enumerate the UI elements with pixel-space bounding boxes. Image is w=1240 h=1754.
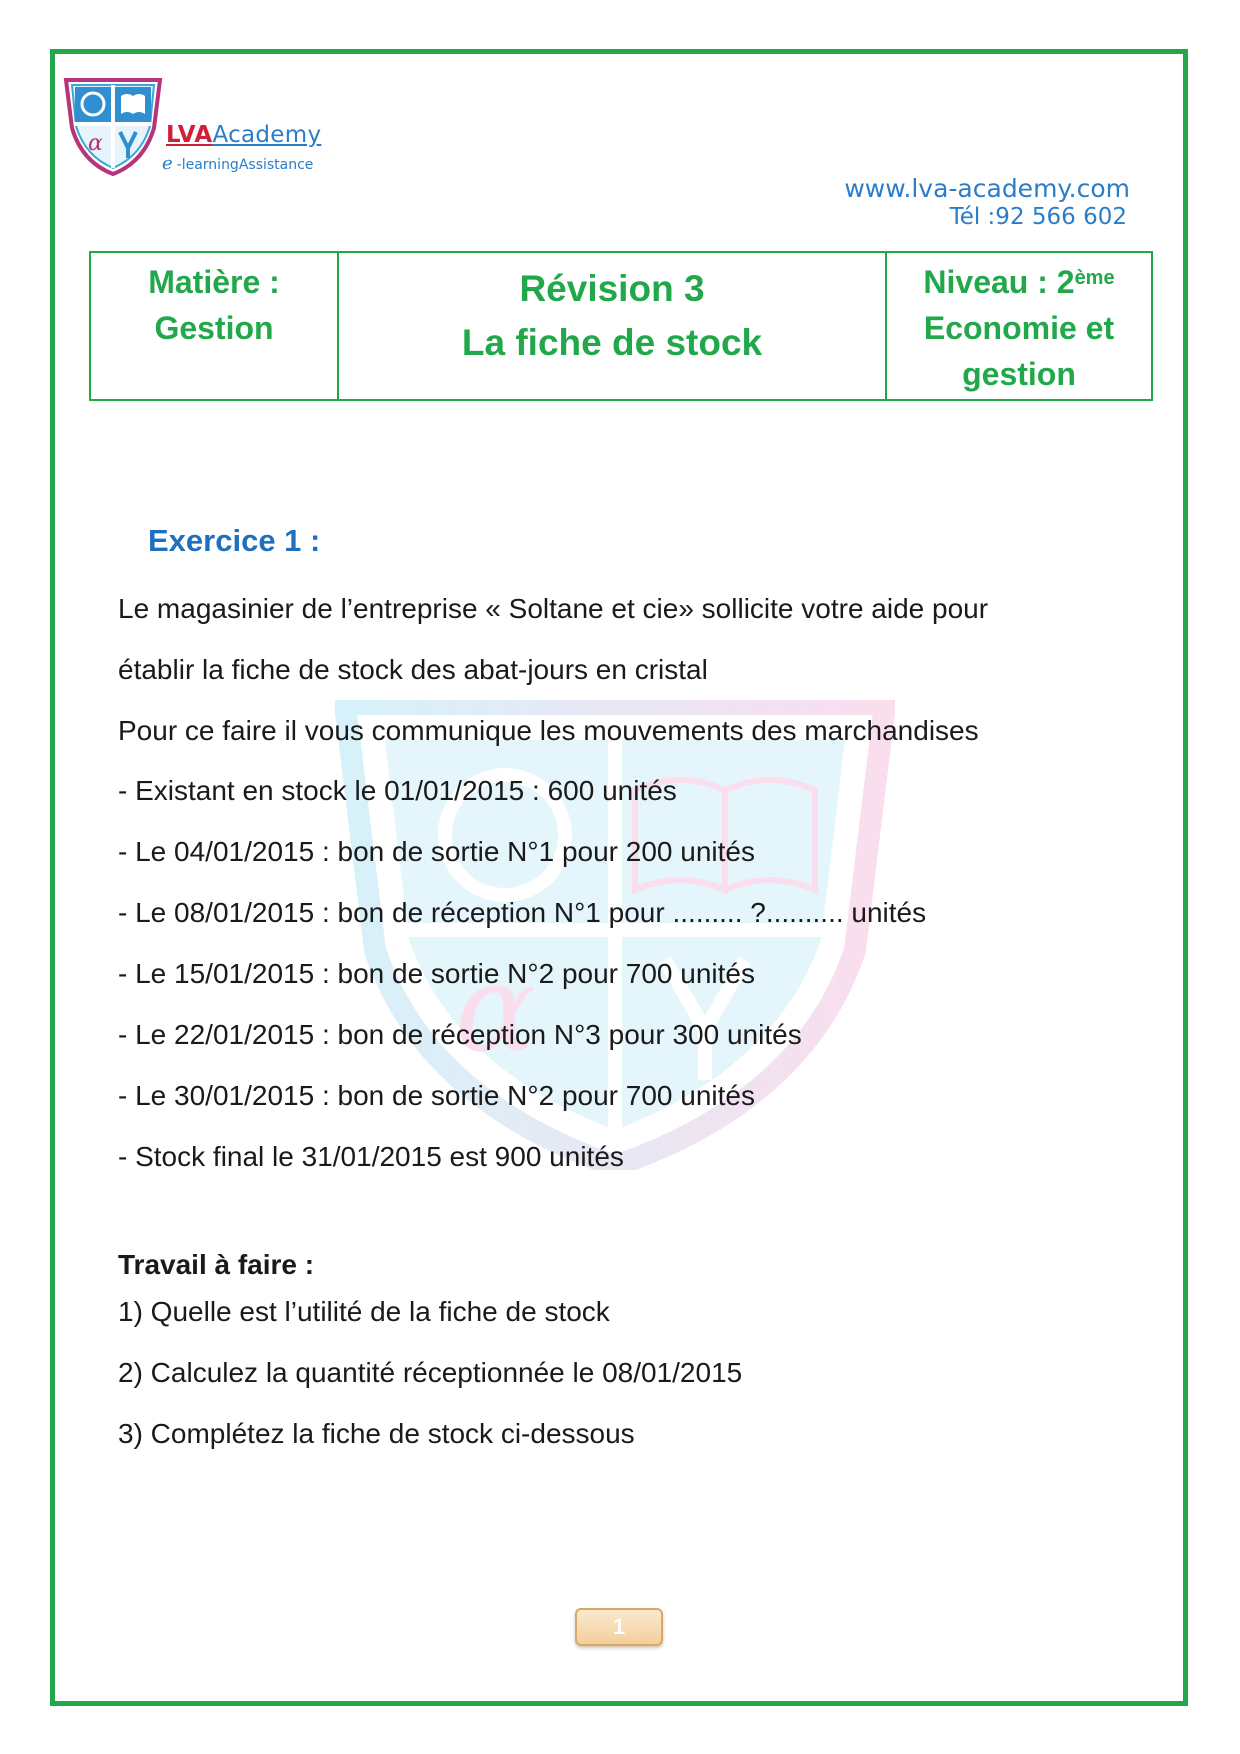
exercise-title: Exercice 1 :	[148, 523, 321, 558]
brand-prefix: LVA	[166, 122, 213, 148]
brand-suffix: Academy	[212, 122, 322, 148]
tagline	[162, 153, 313, 174]
brand-name	[166, 122, 321, 148]
work-item: 2) Calculez la quantité réceptionnée le 08/01/2015	[118, 1357, 743, 1388]
work-item: 1) Quelle est l’utilité de la fiche de stock	[118, 1296, 610, 1327]
level-label: Niveau : 2	[923, 264, 1075, 300]
exercise-line: Le magasinier de l’entreprise « Soltane et cie» sollicite votre aide pour	[118, 593, 989, 624]
exercise-line: - Stock final le 31/01/2015 est 900 unités	[118, 1141, 624, 1172]
work-title: Travail à faire :	[118, 1249, 315, 1280]
page-number: 1	[575, 1608, 663, 1646]
exercise-line: - Le 15/01/2015 : bon de sortie N°2 pour 700 unités	[118, 958, 755, 989]
lva-shield-logo-icon	[58, 76, 168, 176]
website-link[interactable]: www.lva-academy.com	[844, 174, 1130, 203]
info-table	[89, 251, 1153, 401]
title-cell	[339, 253, 887, 399]
subject-cell	[91, 253, 339, 399]
exercise-line: - Le 22/01/2015 : bon de réception N°3 pour 300 unités	[118, 1019, 802, 1050]
exercise-line: Pour ce faire il vous communique les mouvements des marchandises	[118, 715, 979, 746]
subject-value: Gestion	[154, 310, 274, 346]
svg-text:α: α	[455, 940, 537, 1079]
exercise-line: établir la fiche de stock des abat-jours en cristal	[118, 654, 708, 685]
exercise-line: - Le 08/01/2015 : bon de réception N°1 pour ......... ?.......... unités	[118, 897, 927, 928]
phone-number: Tél :92 566 602	[949, 204, 1127, 230]
document-title: La fiche de stock	[461, 322, 763, 363]
tagline-e: e	[162, 153, 173, 174]
exercise-line: - Existant en stock le 01/01/2015 : 600 unités	[118, 775, 677, 806]
level-line2: Economie et	[923, 310, 1115, 346]
subject-label: Matière :	[148, 264, 280, 300]
exercise-line: - Le 04/01/2015 : bon de sortie N°1 pour 200 unités	[118, 836, 755, 867]
level-line3: gestion	[962, 356, 1076, 392]
level-cell	[887, 253, 1151, 399]
svg-text:α: α	[88, 131, 103, 156]
exercise-line: - Le 30/01/2015 : bon de sortie N°2 pour 700 unités	[118, 1080, 755, 1111]
work-item: 3) Complétez la fiche de stock ci-dessous	[118, 1418, 635, 1449]
revision-title: Révision 3	[519, 268, 705, 309]
tagline-text: -learningAssistance	[176, 157, 314, 173]
level-sup: ème	[1074, 267, 1115, 289]
